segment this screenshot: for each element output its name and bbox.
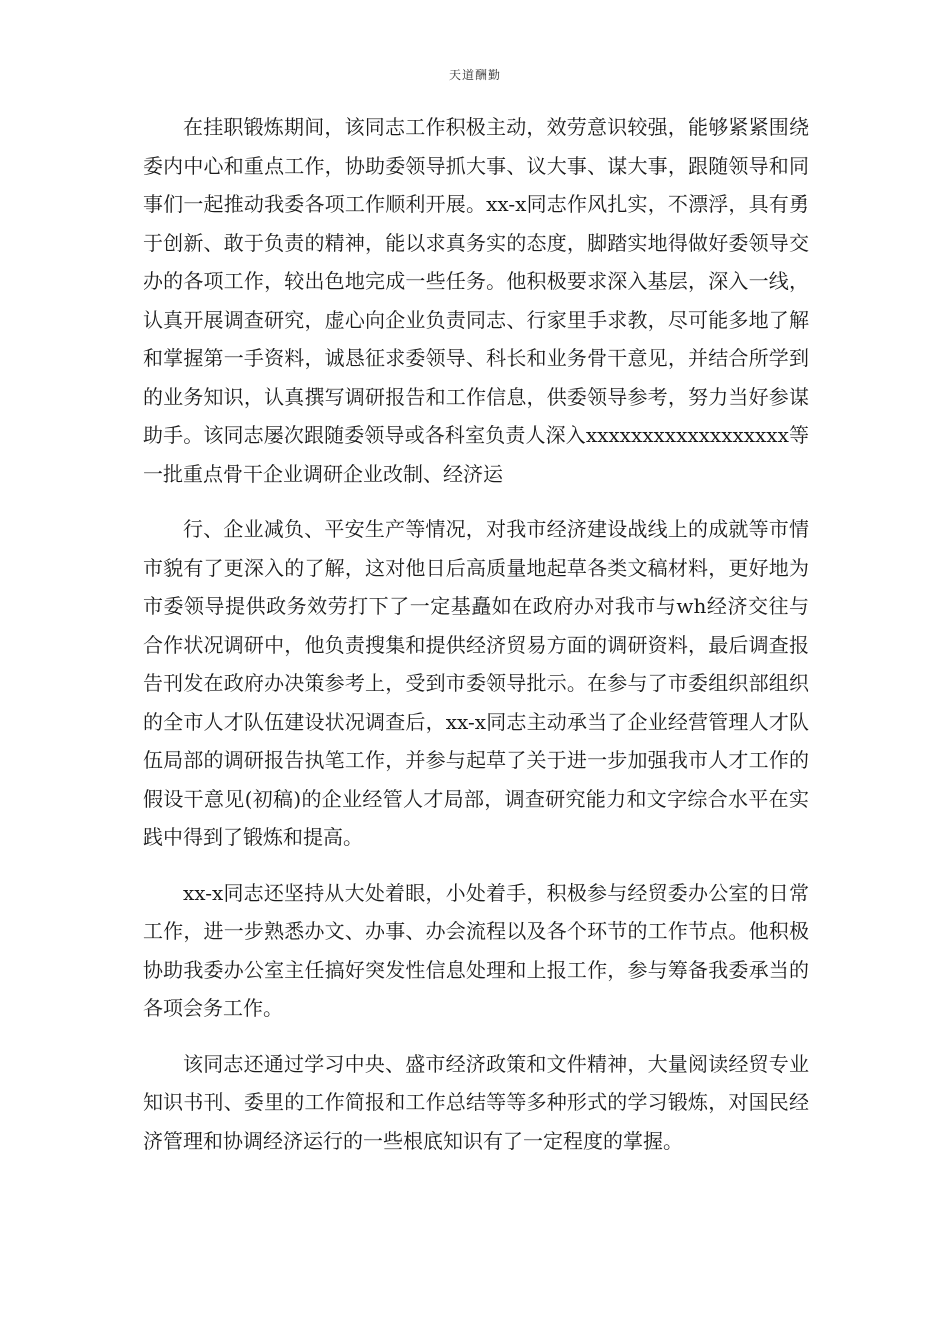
paragraph-2: 行、企业减负、平安生产等情况，对我市经济建设战线上的成就等市情市貌有了更深入的了解，这对他日后高质量地起草各类文稿材料，更好地为市委领导提供政务效劳打下了一定基矗如在政府办对我市与wh经济交往与合作状况调研中，他负责搜集和提供经济贸易方面的调研资料，最后调查报告刊发在政府办决策参考上，受到市委领导批示。在参与了市委组织部组织的全市人才队伍建设状况调查后，xx-x同志主动承当了企业经营管理人才队伍局部的调研报告执笔工作，并参与起草了关于进一步加强我市人才工作的假设干意见(初稿)的企业经管人才局部，调查研究能力和文字综合水平在实践中得到了锻炼和提高。 xyxy=(143,517,809,849)
document-body xyxy=(143,108,809,1177)
page-header: 天道酬勤 xyxy=(448,68,501,82)
paragraph-4: 该同志还通过学习中央、盛市经济政策和文件精神，大量阅读经贸专业知识书刊、委里的工作简报和工作总结等等多种形式的学习锻炼，对国民经济管理和协调经济运行的一些根底知识有了一定程度的掌握。 xyxy=(143,1051,809,1153)
paragraph-1: 在挂职锻炼期间，该同志工作积极主动，效劳意识较强，能够紧紧围绕委内中心和重点工作，协助委领导抓大事、议大事、谋大事，跟随领导和同事们一起推动我委各项工作顺利开展。xx-x同志作风扎实，不漂浮，具有勇于创新、敢于负责的精神，能以求真务实的态度，脚踏实地得做好委领导交办的各项工作，较出色地完成一些任务。他积极要求深入基层，深入一线，认真开展调查研究，虚心向企业负责同志、行家里手求教，尽可能多地了解和掌握第一手资料，诚恳征求委领导、科长和业务骨干意见，并结合所学到的业务知识，认真撰写调研报告和工作信息，供委领导参考，努力当好参谋助手。该同志屡次跟随委领导或各科室负责人深入xxxxxxxxxxxxxxxxxx等一批重点骨干企业调研企业改制、经济运 xyxy=(143,115,809,486)
paragraph-3: xx-x同志还坚持从大处着眼，小处着手，积极参与经贸委办公室的日常工作，进一步熟悉办文、办事、办会流程以及各个环节的工作节点。他积极协助我委办公室主任搞好突发性信息处理和上报工作，参与筹备我委承当的各项会务工作。 xyxy=(143,880,809,1020)
